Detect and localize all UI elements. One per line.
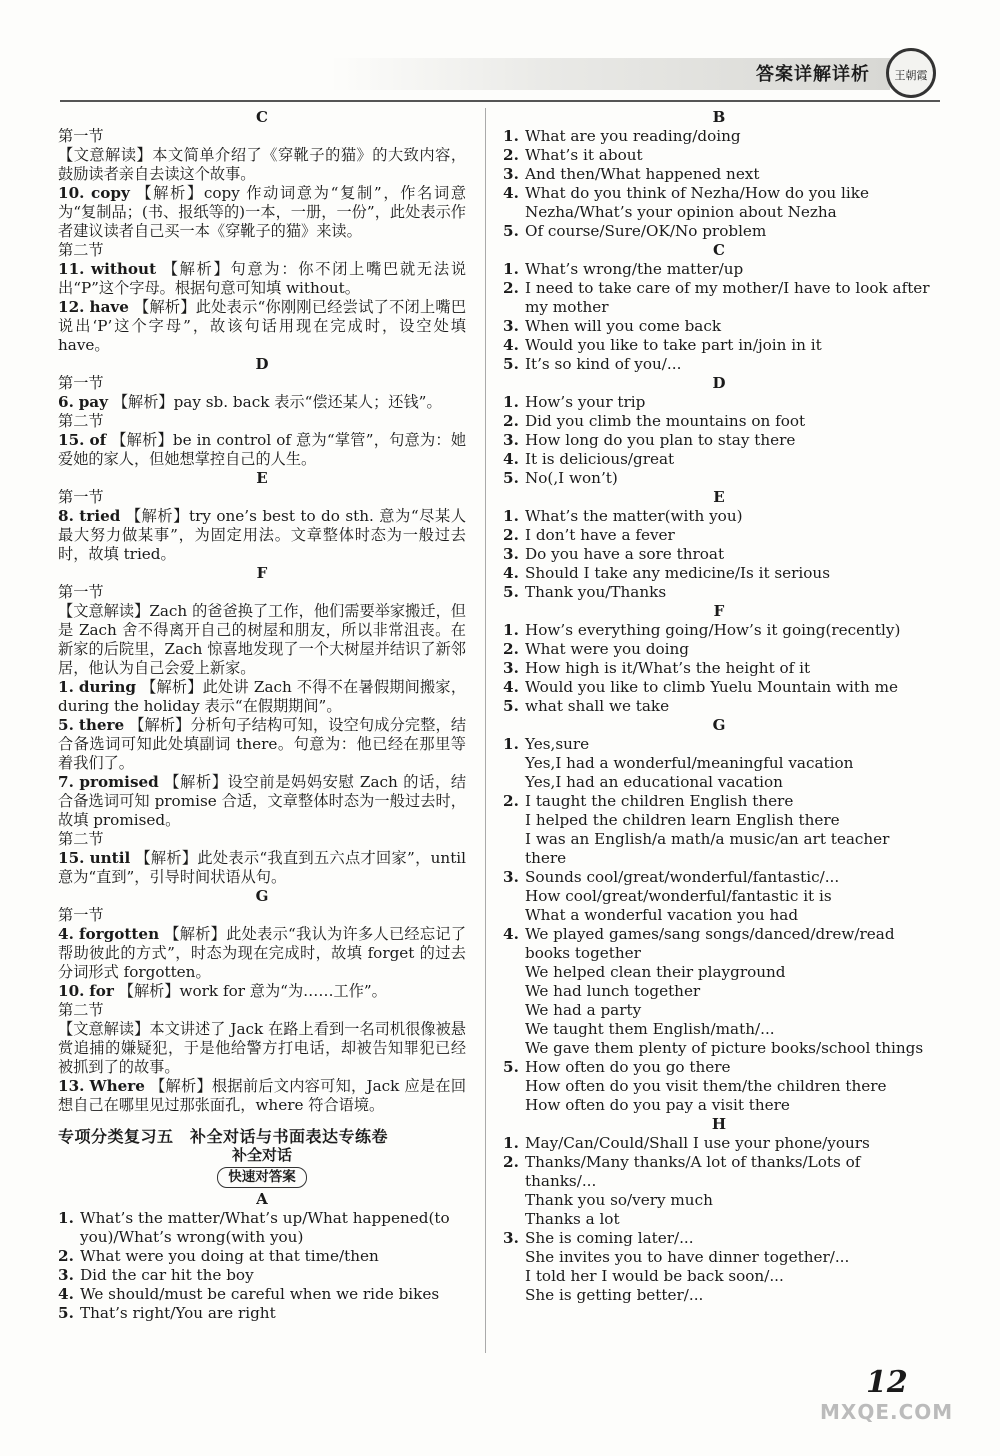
question-number: 7. [58, 773, 74, 791]
item-number: 2. [58, 1247, 74, 1265]
item-number: 5. [58, 1304, 74, 1322]
answer-word: tried [79, 507, 121, 525]
sub-heading: 补全对话 [231, 1146, 292, 1164]
item-text: When will you come back [525, 317, 722, 335]
section-letter: H [711, 1115, 727, 1133]
item-number: 1. [503, 1134, 519, 1152]
answer-explanation [58, 184, 466, 241]
answer-alternative: I was an English/a math/a music/an art teacher there [525, 830, 890, 867]
column-divider [485, 108, 486, 1353]
section-letter: G [255, 887, 269, 905]
item-number: 1. [503, 260, 519, 278]
answer-item [503, 564, 935, 583]
explanation-text: 【解析】copy 作动词意为“复制”，作名词意为“复制品；(书、报纸等的)一本，一册，一份”，此处表示作者建议读者自己买一本《穿靴子的猫》来读。 [58, 184, 467, 240]
answer-word: there [78, 716, 125, 734]
question-number: 5. [58, 716, 74, 734]
item-number: 3. [503, 659, 519, 677]
answer-alternative: Yes,I had a wonderful/meaningful vacation [525, 754, 854, 772]
item-number: 1. [503, 127, 519, 145]
paragraph: 第二节 [58, 241, 104, 259]
answer-word: copy [90, 184, 130, 202]
answer-explanation [58, 982, 466, 1001]
header-title: 答案详解详析 [756, 64, 870, 85]
answer-item [503, 1134, 935, 1153]
item-number: 5. [503, 1058, 519, 1076]
answer-item [503, 925, 935, 963]
answer-word: Where [89, 1077, 145, 1095]
item-number: 4. [503, 678, 519, 696]
section-letter: D [712, 374, 726, 392]
section-letter: A [256, 1190, 268, 1208]
answer-item [503, 621, 935, 640]
question-number: 10. [58, 982, 85, 1000]
section-letter: C [713, 241, 725, 259]
item-number: 3. [503, 165, 519, 183]
item-text: What’s it about [525, 146, 643, 164]
item-number: 5. [503, 355, 519, 373]
answer-item [58, 1266, 466, 1285]
item-text: What’s wrong/the matter/up [525, 260, 744, 278]
explanation-text: 【解析】try one’s best to do sth. 意为“尽某人最大努力做某事”，为固定用法。文章整体时态为一般过去时，故填 tried。 [58, 507, 467, 563]
item-number: 2. [503, 526, 519, 544]
header-rule [60, 100, 940, 102]
paragraph: 第一节 [58, 906, 104, 924]
question-number: 1. [58, 678, 74, 696]
item-text: Thanks/Many thanks/A lot of thanks/Lots of thanks/... [525, 1153, 861, 1190]
answer-explanation [58, 925, 466, 982]
answer-alternative: I told her I would be back soon/... [525, 1267, 784, 1285]
item-text: We should/must be careful when we ride bikes [80, 1285, 440, 1303]
publisher-logo-icon [886, 48, 936, 98]
question-number: 11. [58, 260, 85, 278]
answer-badge-label: 快速对答案 [217, 1167, 307, 1188]
answer-item [503, 659, 935, 678]
item-number: 2. [503, 640, 519, 658]
item-text: How high is it/What’s the height of it [525, 659, 811, 677]
answer-item [58, 1304, 466, 1323]
item-text: I don’t have a fever [525, 526, 675, 544]
paragraph: 第一节 [58, 374, 104, 392]
answer-item [503, 431, 935, 450]
item-text: Did you climb the mountains on foot [525, 412, 806, 430]
answer-item [503, 640, 935, 659]
item-number: 2. [503, 146, 519, 164]
answer-item [503, 526, 935, 545]
item-number: 4. [503, 925, 519, 943]
question-number: 15. [58, 431, 85, 449]
answer-word: promised [79, 773, 159, 791]
answer-item [503, 317, 935, 336]
answer-item [503, 184, 935, 222]
answer-alternative: Yes,I had an educational vacation [525, 773, 783, 791]
item-number: 1. [503, 621, 519, 639]
paragraph: 第二节 [58, 1001, 104, 1019]
left-column [58, 108, 466, 1323]
answer-item [503, 355, 935, 374]
answer-word: for [89, 982, 114, 1000]
paragraph: 第二节 [58, 412, 104, 430]
answer-alternative: She is getting better/... [525, 1286, 704, 1304]
explanation-text: 【解析】分析句子结构可知，设空句成分完整，结合备选词可知此处填副词 there。句意为：他已经在那里等着我们了。 [58, 716, 467, 772]
answer-word: of [89, 431, 107, 449]
item-number: 2. [503, 1153, 519, 1171]
item-text: What were you doing at that time/then [80, 1247, 379, 1265]
answer-item [503, 1229, 935, 1248]
item-number: 4. [503, 450, 519, 468]
answer-item [503, 507, 935, 526]
watermark: MXQE.COM [820, 1400, 954, 1424]
item-number: 4. [503, 184, 519, 202]
answer-alternative: I helped the children learn English there [525, 811, 840, 829]
answer-item [503, 222, 935, 241]
explanation-text: 【解析】此处表示“你刚刚已经尝试了不闭上嘴巴说出‘P’这个字母”，故该句话用现在完成时，设空处填 have。 [58, 298, 467, 354]
answer-alternative: What a wonderful vacation you had [525, 906, 799, 924]
answer-explanation [58, 849, 466, 887]
item-text: What were you doing [525, 640, 689, 658]
question-number: 10. [58, 184, 85, 202]
question-number: 13. [58, 1077, 85, 1095]
item-number: 1. [503, 393, 519, 411]
item-text: Would you like to take part in/join in it [525, 336, 822, 354]
item-number: 5. [503, 469, 519, 487]
paragraph: 【文意解读】本文讲述了 Jack 在路上看到一名司机很像被悬赏追捕的嫌疑犯，于是他给警方打电话，却被告知罪犯已经被抓到了的故事。 [58, 1020, 466, 1076]
answer-word: until [89, 849, 131, 867]
answer-item [503, 146, 935, 165]
answer-item [58, 1285, 466, 1304]
item-text: How often do you go there [525, 1058, 731, 1076]
answer-word: forgotten [78, 925, 160, 943]
item-text: Would you like to climb Yuelu Mountain with me [525, 678, 899, 696]
item-text: How long do you plan to stay there [525, 431, 796, 449]
item-number: 2. [503, 792, 519, 810]
answer-item [503, 469, 935, 488]
item-number: 1. [58, 1209, 74, 1227]
explanation-text: 【解析】be in control of 意为“掌管”，句意为：她爱她的家人，但她想掌控自己的人生。 [58, 431, 467, 468]
answer-item [503, 127, 935, 146]
answer-explanation [58, 716, 466, 773]
answer-explanation [58, 431, 466, 469]
item-text: What’s the matter/What’s up/What happened(to you)/What’s wrong(with you) [80, 1209, 450, 1246]
answer-item [58, 1209, 466, 1247]
item-text: How’s your trip [525, 393, 646, 411]
item-text: What’s the matter(with you) [525, 507, 743, 525]
answer-alternative: Thanks a lot [525, 1210, 620, 1228]
answer-word: during [78, 678, 137, 696]
item-text: What do you think of Nezha/How do you like Nezha/What’s your opinion about Nezha [525, 184, 869, 221]
section-letter: G [712, 716, 726, 734]
item-text: Yes,sure [525, 735, 590, 753]
explanation-text: 【解析】此处表示“我认为许多人已经忘记了帮助彼此的方式”，时态为现在完成时，故填 forget 的过去分词形式 forgotten。 [58, 925, 467, 981]
item-text: It’s so kind of you/... [525, 355, 682, 373]
explanation-text: 【解析】此处讲 Zach 不得不在暑假期间搬家，during the holiday 表示“在假期期间”。 [58, 678, 467, 715]
answer-alternative: How cool/great/wonderful/fantastic it is [525, 887, 832, 905]
answer-word: pay [78, 393, 108, 411]
question-number: 8. [58, 507, 74, 525]
answer-explanation [58, 1077, 466, 1115]
section-letter: F [256, 564, 268, 582]
item-number: 5. [503, 583, 519, 601]
answer-alternative: We helped clean their playground [525, 963, 786, 981]
answer-item [503, 678, 935, 697]
item-text: What are you reading/doing [525, 127, 741, 145]
item-number: 3. [503, 545, 519, 563]
question-number: 15. [58, 849, 85, 867]
answer-item [503, 279, 935, 317]
item-text: Thank you/Thanks [525, 583, 667, 601]
answer-alternative: How often do you visit them/the children there [525, 1077, 887, 1095]
answer-alternative: We had lunch together [525, 982, 701, 1000]
section-letter: E [713, 488, 725, 506]
paragraph: 第一节 [58, 127, 104, 145]
item-text: Should I take any medicine/Is it serious [525, 564, 831, 582]
paragraph: 第一节 [58, 583, 104, 601]
answer-item [503, 1058, 935, 1077]
answer-item [503, 1153, 935, 1191]
answer-explanation [58, 773, 466, 830]
answer-item [503, 165, 935, 184]
answer-alternative: She invites you to have dinner together/... [525, 1248, 850, 1266]
paragraph: 第一节 [58, 488, 104, 506]
item-text: Did the car hit the boy [80, 1266, 254, 1284]
answer-alternative: We had a party [525, 1001, 642, 1019]
item-text: No(,I won’t) [525, 469, 618, 487]
item-text: Sounds cool/great/wonderful/fantastic/... [525, 868, 840, 886]
answer-word: have [89, 298, 129, 316]
answer-item [503, 735, 935, 754]
item-text: I need to take care of my mother/I have to look after my mother [525, 279, 930, 316]
answer-explanation [58, 260, 466, 298]
paragraph: 【文意解读】本文简单介绍了《穿靴子的猫》的大致内容，鼓励读者亲自去读这个故事。 [58, 146, 466, 183]
answer-explanation [58, 678, 466, 716]
item-number: 4. [503, 564, 519, 582]
answer-word: without [91, 260, 157, 278]
explanation-text: 【解析】pay sb. back 表示“偿还某人；还钱”。 [112, 393, 442, 411]
item-number: 3. [503, 431, 519, 449]
answer-alternative: We gave them plenty of picture books/school things [525, 1039, 924, 1057]
item-number: 3. [58, 1266, 74, 1284]
item-text: May/Can/Could/Shall I use your phone/yours [525, 1134, 870, 1152]
paragraph: 【文意解读】Zach 的爸爸换了工作，他们需要举家搬迁，但是 Zach 舍不得离开自己的树屋和朋友，所以非常沮丧。在新家的后院里，Zach 惊喜地发现了一个大树屋并结识了新邻居，他认为自己会爱上新家。 [58, 602, 466, 677]
question-number: 4. [58, 925, 74, 943]
answer-explanation [58, 507, 466, 564]
answer-alternative: Thank you so/very much [525, 1191, 713, 1209]
item-text: How’s everything going/How’s it going(recently) [525, 621, 901, 639]
section-letter: E [256, 469, 268, 487]
section-heading: 专项分类复习五 补全对话与书面表达专练卷 [58, 1127, 389, 1146]
right-column [503, 108, 935, 1305]
item-number: 3. [503, 1229, 519, 1247]
answer-item [503, 868, 935, 887]
item-number: 1. [503, 507, 519, 525]
item-number: 4. [503, 336, 519, 354]
item-text: I taught the children English there [525, 792, 794, 810]
page-number: 12 [866, 1365, 908, 1400]
explanation-text: 【解析】此处表示“我直到五六点才回家”，until 意为“直到”，引导时间状语从句。 [58, 849, 467, 886]
item-text: We played games/sang songs/danced/drew/read books together [525, 925, 895, 962]
paragraph: 第二节 [58, 830, 104, 848]
explanation-text: 【解析】work for 意为“为……工作”。 [118, 982, 387, 1000]
section-letter: C [256, 108, 268, 126]
explanation-text: 【解析】设空前是妈妈安慰 Zach 的话，结合备选词可知 promise 合适，文章整体时态为一般过去时，故填 promised。 [58, 773, 467, 829]
answer-item [503, 792, 935, 811]
answer-explanation [58, 298, 466, 355]
answer-item [58, 1247, 466, 1266]
answer-item [503, 393, 935, 412]
item-number: 5. [503, 697, 519, 715]
answer-item [503, 697, 935, 716]
item-text: It is delicious/great [525, 450, 675, 468]
question-number: 12. [58, 298, 85, 316]
section-letter: B [712, 108, 726, 126]
page-header [0, 0, 1000, 112]
item-number: 4. [58, 1285, 74, 1303]
item-text: what shall we take [525, 697, 670, 715]
answer-item [503, 450, 935, 469]
item-number: 5. [503, 222, 519, 240]
item-number: 2. [503, 279, 519, 297]
explanation-text: 【解析】根据前后文内容可知，Jack 应是在回想自己在哪里见过那张面孔，where 符合语境。 [58, 1077, 467, 1114]
item-text: She is coming later/... [525, 1229, 694, 1247]
answer-item [503, 412, 935, 431]
logo-text: 王朝霞 [894, 69, 928, 82]
explanation-text: 【解析】句意为：你不闭上嘴巴就无法说出“P”这个字母。根据句意可知填 without。 [58, 260, 467, 297]
item-number: 3. [503, 868, 519, 886]
answer-alternative: How often do you pay a visit there [525, 1096, 790, 1114]
item-text: Do you have a sore throat [525, 545, 725, 563]
item-number: 1. [503, 735, 519, 753]
item-text: That’s right/You are right [80, 1304, 276, 1322]
item-text: Of course/Sure/OK/No problem [525, 222, 767, 240]
question-number: 6. [58, 393, 74, 411]
answer-item [503, 260, 935, 279]
item-text: And then/What happened next [525, 165, 760, 183]
answer-badge [58, 1167, 466, 1188]
section-letter: D [255, 355, 269, 373]
answer-item [503, 583, 935, 602]
item-number: 2. [503, 412, 519, 430]
answer-alternative: We taught them English/math/... [525, 1020, 775, 1038]
answer-item [503, 545, 935, 564]
item-number: 3. [503, 317, 519, 335]
answer-item [503, 336, 935, 355]
section-letter: F [713, 602, 725, 620]
answer-explanation [58, 393, 466, 412]
